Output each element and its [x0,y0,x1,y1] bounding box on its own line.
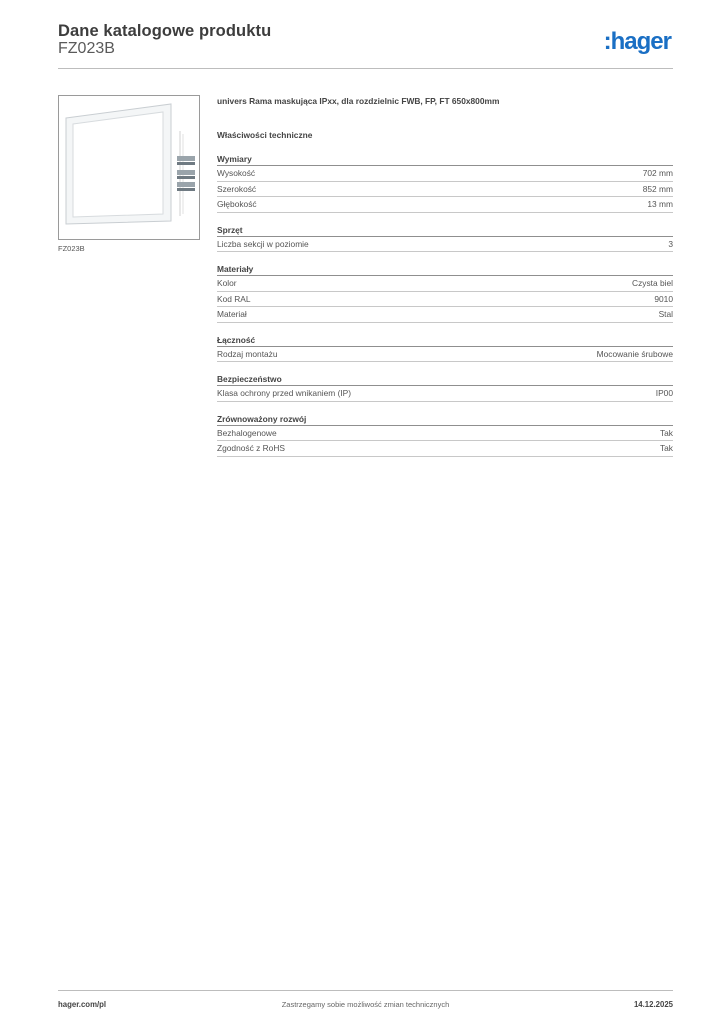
spec-value: 3 [668,238,673,249]
spec-group [217,153,673,213]
spec-value: 9010 [654,293,673,304]
spec-group-title: Materiały [217,264,254,274]
spec-label: Klasa ochrony przed wnikaniem (IP) [217,388,352,398]
spec-table [217,165,673,213]
spec-group-title: Bezpieczeństwo [217,374,282,384]
spec-row [217,182,673,198]
spec-label: Materiał [217,309,247,319]
spec-value: Tak [659,443,673,453]
product-code: FZ023B [58,40,115,57]
spec-value: 13 mm [647,199,673,209]
logo-text: :hager [603,28,671,55]
footer-website: hager.com/pl [58,1000,107,1009]
section-title: Właściwości techniczne [217,130,313,140]
document-header [58,20,673,69]
spec-row [217,347,673,363]
spec-table [217,346,673,363]
document-footer [58,990,673,1011]
spec-label: Głębokość [217,199,257,209]
spec-value: 702 mm [642,168,673,178]
product-image [58,95,200,240]
spec-table [217,275,673,323]
spec-group-title: Łączność [217,334,256,345]
spec-label: Liczba sekcji w poziomie [217,238,309,249]
spec-label: Wysokość [217,168,256,178]
spec-row [217,276,673,292]
spec-groups [217,153,673,457]
spec-table [217,425,673,457]
image-caption: FZ023B [58,244,85,253]
spec-row [217,307,673,323]
spec-group [217,263,673,323]
spec-group [217,373,673,402]
spec-row [217,197,673,213]
spec-row [217,386,673,402]
frame-illustration [59,96,199,239]
specs-content [217,95,673,457]
spec-value: Stal [658,309,673,319]
spec-value: Czysta biel [632,278,673,288]
footer-date: 14.12.2025 [633,1000,673,1009]
spec-group-title: Sprzęt [217,224,243,235]
spec-table [217,236,673,253]
spec-label: Szerokość [217,183,257,194]
spec-group [217,413,673,457]
spec-row [217,426,673,442]
spec-label: Kolor [217,278,237,288]
spec-group-title: Zrównoważony rozwój [217,413,307,424]
spec-label: Kod RAL [217,293,251,304]
spec-row [217,292,673,308]
footer-disclaimer: Zastrzegamy sobie możliwość zmian technicznych [281,1000,450,1009]
spec-row [217,441,673,457]
product-description: univers Rama maskująca IPxx, dla rozdzielnic FWB, FP, FT 650x800mm [217,96,500,106]
spec-value: Tak [659,427,673,438]
spec-value: IP00 [655,388,673,398]
spec-row [217,237,673,253]
spec-row [217,166,673,182]
spec-label: Bezhalogenowe [217,427,277,438]
spec-group [217,334,673,363]
spec-value: 852 mm [642,183,673,194]
spec-label: Zgodność z RoHS [217,443,285,453]
spec-group [217,224,673,253]
hager-logo [583,26,673,56]
spec-value: Mocowanie śrubowe [596,348,673,359]
spec-table [217,385,673,402]
spec-label: Rodzaj montażu [217,348,278,359]
page-title: Dane katalogowe produktu [58,22,272,40]
spec-group-title: Wymiary [217,154,252,164]
